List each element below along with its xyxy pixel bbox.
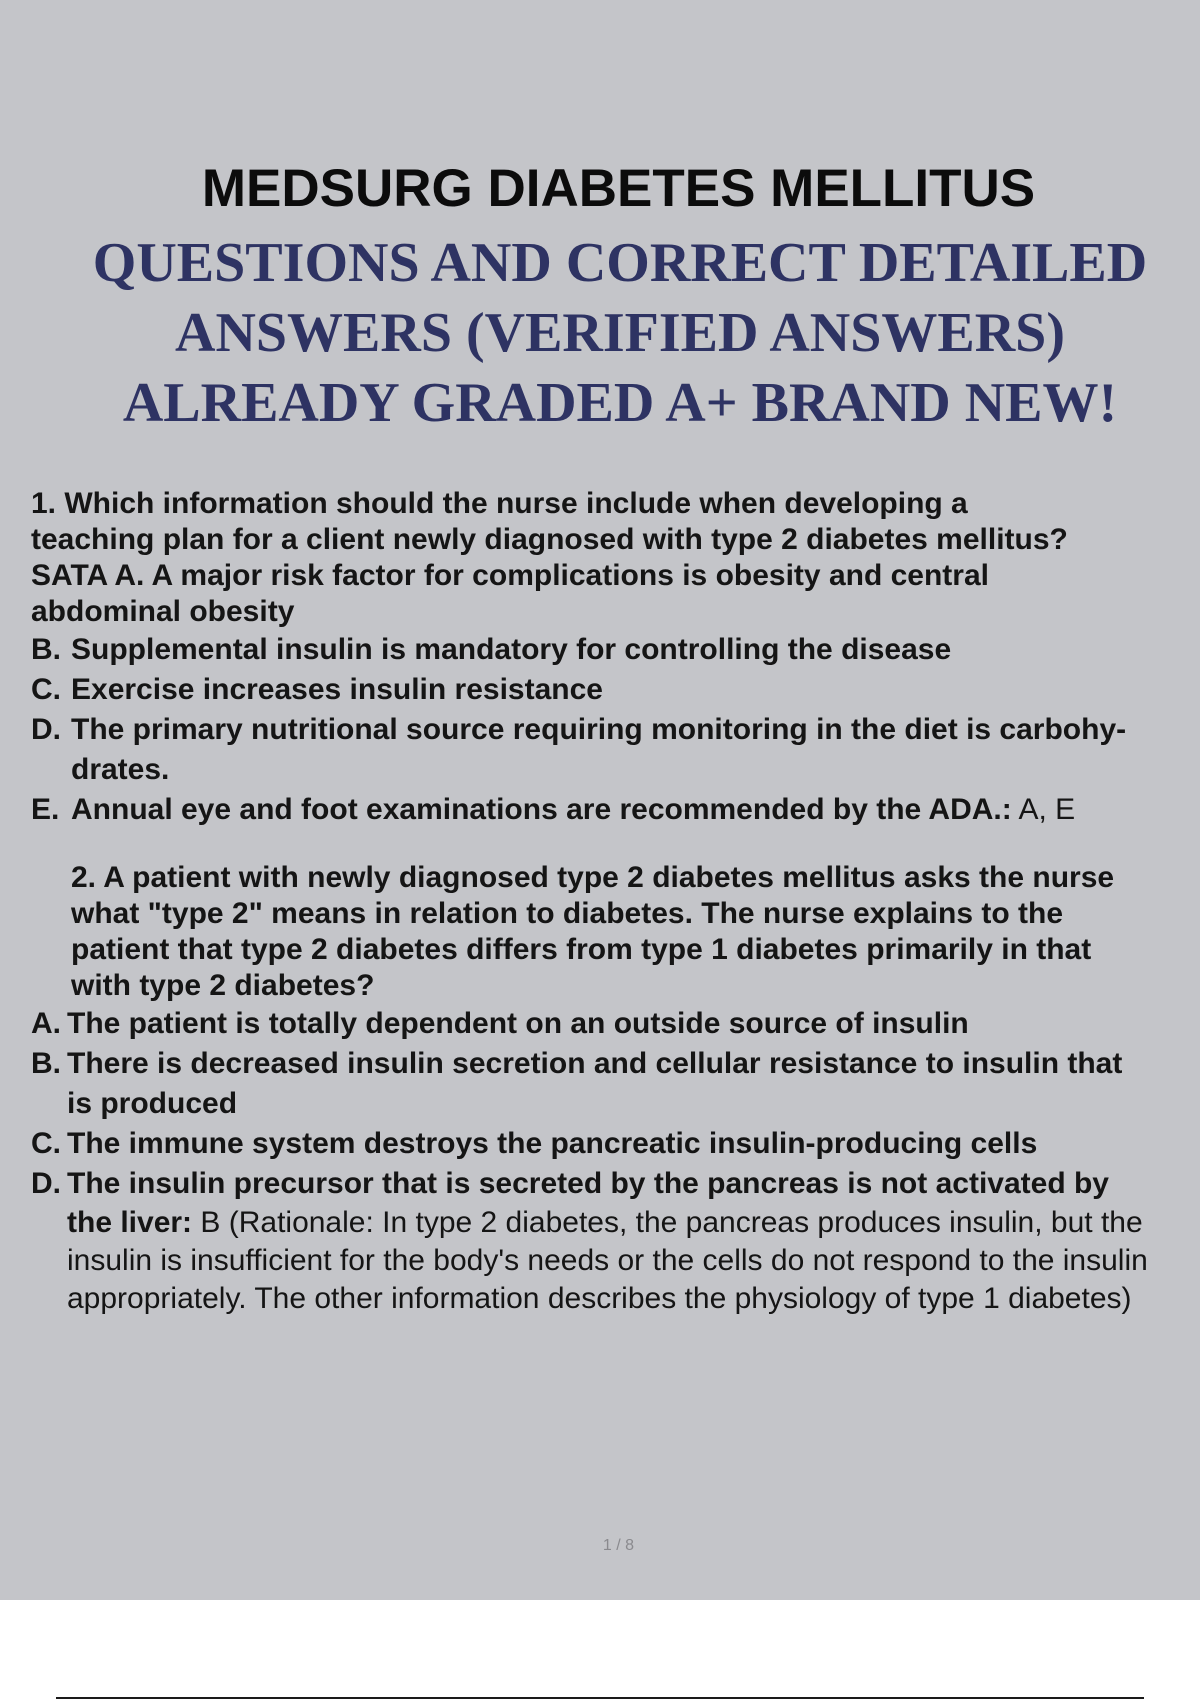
answer-option: [31, 1124, 1200, 1164]
question-text-line: abdominal obesity: [31, 595, 295, 628]
answer-option: [31, 1004, 1200, 1044]
question-text-line: what "type 2" means in relation to diabetes. The nurse explains to the: [71, 897, 1064, 930]
option-letter: B.: [31, 633, 61, 666]
option-text: The insulin precursor that is secreted by the pancreas is not activated by: [67, 1167, 1109, 1200]
question-text-line: 2. A patient with newly diagnosed type 2 diabetes mellitus asks the nurse: [71, 861, 1115, 894]
question-text-line: patient that type 2 diabetes differs from type 1 diabetes primarily in that: [71, 933, 1092, 966]
subtitle-line: ALREADY GRADED A+ BRAND NEW!: [122, 372, 1118, 434]
page-indicator: 1 / 8: [602, 1537, 635, 1554]
question-text-line: SATA A. A major risk factor for complications is obesity and central: [31, 559, 989, 592]
question-text-line: 1. Which information should the nurse include when developing a: [31, 487, 968, 520]
option-letter: A.: [31, 1007, 61, 1040]
rationale-line: insulin is insufficient for the body's needs or the cells do not respond to the insulin: [67, 1244, 1148, 1277]
answer-option: [31, 630, 1200, 670]
answer-option: [31, 1164, 1200, 1204]
correct-answer-rationale: B (Rationale: In type 2 diabetes, the pancreas produces insulin, but the: [192, 1206, 1143, 1239]
option-letter: D.: [31, 713, 61, 746]
subtitle-line: ANSWERS (VERIFIED ANSWERS): [175, 302, 1065, 364]
answer-option: [31, 790, 1200, 830]
answer-option: [31, 710, 1200, 790]
answer-option: [31, 670, 1200, 710]
document-subtitle: [40, 228, 1200, 438]
document-body: [31, 486, 1200, 1318]
option-text-continued: is produced: [67, 1087, 238, 1120]
option-letter: D.: [31, 1167, 61, 1200]
question-text-line: teaching plan for a client newly diagnosed with type 2 diabetes mellitus?: [31, 523, 1068, 556]
option-letter: C.: [31, 1127, 61, 1160]
subtitle-line: QUESTIONS AND CORRECT DETAILED: [92, 232, 1148, 294]
footer-divider: [56, 1697, 1144, 1699]
option-text: Exercise increases insulin resistance: [71, 673, 603, 706]
document-title: MEDSURG DIABETES MELLITUS: [201, 159, 1036, 218]
option-letter: B.: [31, 1047, 61, 1080]
option-text: The patient is totally dependent on an outside source of insulin: [67, 1007, 969, 1040]
option-text-continued: the liver:: [67, 1206, 193, 1239]
option-text: The primary nutritional source requiring monitoring in the diet is carbohy-: [71, 713, 1127, 746]
option-text: Annual eye and foot examinations are recommended by the ADA.:: [71, 793, 1012, 826]
rationale-line: appropriately. The other information describes the physiology of type 1 diabetes): [67, 1282, 1132, 1315]
option-letter: C.: [31, 673, 61, 706]
question-text-line: with type 2 diabetes?: [71, 969, 375, 1002]
option-text: There is decreased insulin secretion and cellular resistance to insulin that: [67, 1047, 1123, 1080]
question-1: [31, 486, 1200, 830]
correct-answer: A, E: [1011, 793, 1076, 826]
option-text: Supplemental insulin is mandatory for controlling the disease: [71, 633, 952, 666]
question-2: [31, 860, 1200, 1318]
answer-option: [31, 1044, 1200, 1124]
option-text-continued: drates.: [71, 753, 170, 786]
option-letter: E.: [31, 793, 60, 826]
rationale-line: [31, 1204, 1200, 1242]
option-text: The immune system destroys the pancreatic insulin-producing cells: [67, 1127, 1038, 1160]
